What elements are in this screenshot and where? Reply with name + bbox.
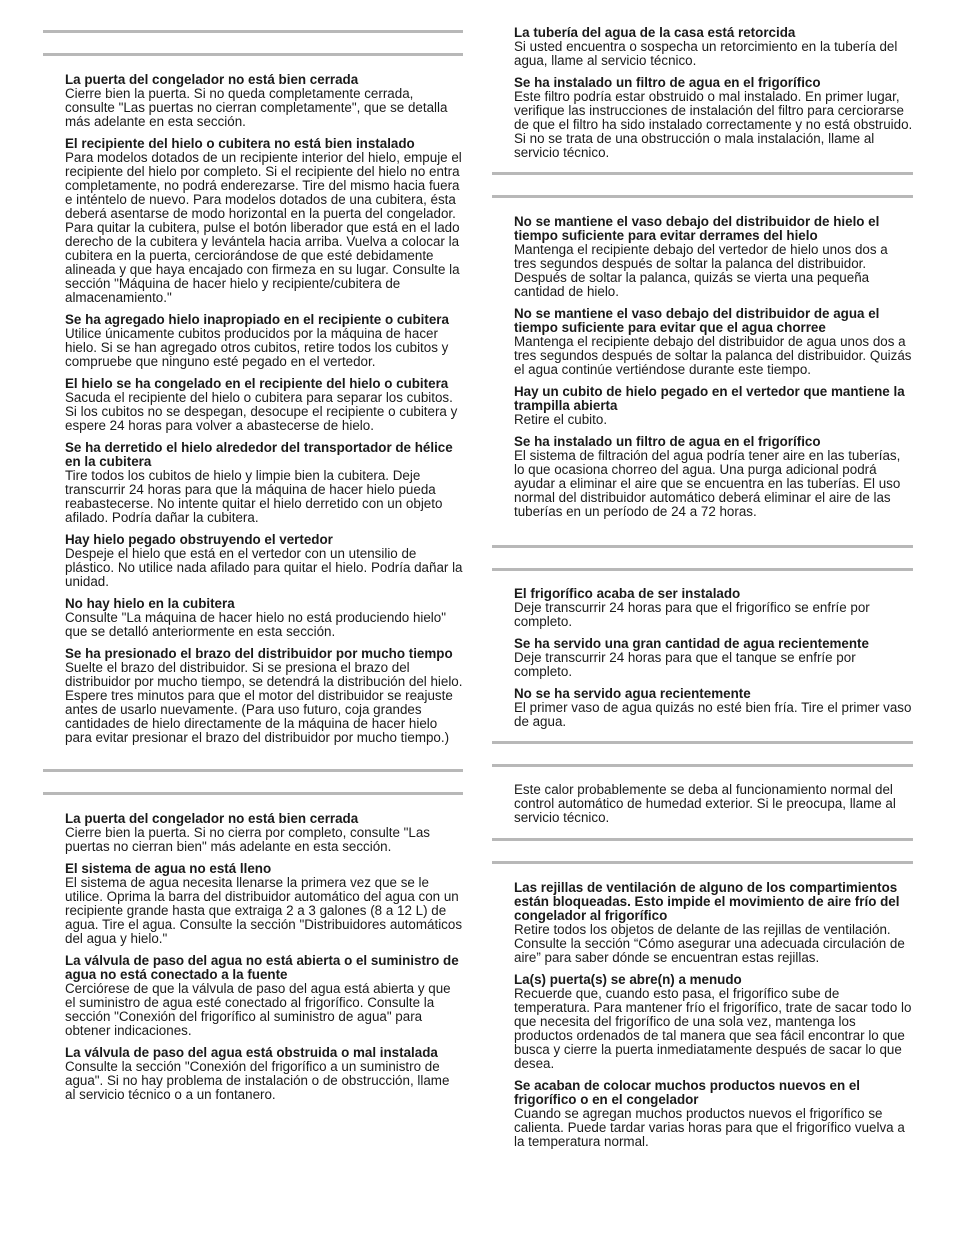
- troubleshooting-item: [514, 215, 913, 299]
- cause-heading: La puerta del congelador no está bien cerrada: [65, 72, 359, 87]
- solution-text: Cierre bien la puerta. Si no cierra por completo, consulte "Las puertas no cierran bien" más adelante en esta sección.: [65, 825, 430, 854]
- solution-text: Consulte "La máquina de hacer hielo no está produciendo hielo" que se detalló anteriormente en esta sección.: [65, 610, 446, 639]
- cause-heading: Se acaban de colocar muchos productos nuevos en el frigorífico o en el congelador: [514, 1078, 861, 1107]
- troubleshooting-item: [65, 647, 463, 745]
- troubleshooting-item: [65, 533, 463, 589]
- solution-text: Despeje el hielo que está en el vertedor con un utensilio de plástico. No utilice nada afilado para quitar el hielo. Podría dañar la unidad.: [65, 546, 463, 589]
- troubleshooting-item: [65, 597, 463, 639]
- solution-text: Cerciórese de que la válvula de paso del agua está abierta y que el suministro de agua esté conectado al frigorífico. Consulte la sección "Conexión del frigorífico al suministro de agua" para obtener indicaciones.: [65, 981, 451, 1038]
- divider: [492, 764, 913, 767]
- cause-heading: Se ha servido una gran cantidad de agua recientemente: [514, 636, 869, 651]
- troubleshooting-item: [65, 954, 463, 1038]
- troubleshooting-item: [514, 26, 913, 68]
- solution-text: Suelte el brazo del distribuidor. Si se presiona el brazo del distribuidor por mucho tiempo, se detendrá la distribución del hielo. Espere tres minutos para que el motor del distribuidor se reajuste antes de usarlo nuevamente. (Para uso futuro, coja grandes cantidades de hielo directamente de la máquina de hacer hielo para evitar presionar el brazo del distribuidor por mucho tiempo.): [65, 660, 463, 745]
- troubleshooting-item: [65, 441, 463, 525]
- solution-text: El sistema de filtración del agua podría tener aire en las tuberías, lo que ocasiona chorreo del agua. Una purga adicional podrá ayudar a eliminar el aire que se encuentra en las tuberías. El uso normal del distribuidor automático deberá eliminar el aire de las tuberías en un período de 24 a 72 horas.: [514, 448, 901, 519]
- cause-heading: Se ha instalado un filtro de agua en el frigorífico: [514, 434, 821, 449]
- cause-heading: Las rejillas de ventilación de alguno de los compartimientos están bloqueadas. Esto impide el movimiento de aire frío del congelador al frigorífico: [514, 880, 900, 923]
- cause-heading: No hay hielo en la cubitera: [65, 596, 235, 611]
- cause-heading: No se mantiene el vaso debajo del distribuidor de hielo el tiempo suficiente para evitar derrames del hielo: [514, 214, 880, 243]
- cause-heading: El sistema de agua no está lleno: [65, 861, 272, 876]
- solution-text: Deje transcurrir 24 horas para que el tanque se enfríe por completo.: [514, 650, 856, 679]
- troubleshooting-item: [65, 1046, 463, 1102]
- troubleshooting-item: [65, 377, 463, 433]
- divider: [43, 30, 463, 33]
- cause-heading: La puerta del congelador no está bien cerrada: [65, 811, 359, 826]
- solution-text: Retire el cubito.: [514, 412, 608, 427]
- section-header-band: [492, 545, 913, 571]
- solution-text: Si usted encuentra o sospecha un retorcimiento en la tubería del agua, llame al servicio técnico.: [514, 39, 898, 68]
- cause-heading: Hay hielo pegado obstruyendo el vertedor: [65, 532, 333, 547]
- divider: [492, 838, 913, 841]
- cause-heading: La tubería del agua de la casa está retorcida: [514, 25, 796, 40]
- cause-heading: El hielo se ha congelado en el recipiente del hielo o cubitera: [65, 376, 449, 391]
- section-header-band: [492, 741, 913, 767]
- divider: [43, 792, 463, 795]
- troubleshooting-item: [514, 973, 913, 1071]
- cause-heading: Se ha derretido el hielo alrededor del transportador de hélice en la cubitera: [65, 440, 453, 469]
- divider: [43, 769, 463, 772]
- troubleshooting-item: [65, 313, 463, 369]
- cause-heading: La válvula de paso del agua no está abierta o el suministro de agua no está conectado a la fuente: [65, 953, 459, 982]
- solution-text: El primer vaso de agua quizás no esté bien fría. Tire el primer vaso de agua.: [514, 700, 912, 729]
- troubleshooting-item: [514, 881, 913, 965]
- troubleshooting-item: [514, 637, 913, 679]
- troubleshooting-item: [514, 435, 913, 519]
- troubleshooting-section: [514, 881, 913, 1157]
- cause-heading: Se ha instalado un filtro de agua en el frigorífico: [514, 75, 821, 90]
- cause-heading: La válvula de paso del agua está obstruida o mal instalada: [65, 1045, 438, 1060]
- solution-text: Mantenga el recipiente debajo del distribuidor de agua unos dos a tres segundos después de soltar la palanca del distribuidor. Quizás el agua continúe vertiéndose durante este tiempo.: [514, 334, 912, 377]
- divider: [492, 195, 913, 198]
- divider: [492, 861, 913, 864]
- troubleshooting-item: [65, 73, 463, 129]
- troubleshooting-item: [514, 76, 913, 160]
- solution-text: Utilice únicamente cubitos producidos por la máquina de hacer hielo. Si se han agregado otros cubitos, retire todos los cubitos y compruebe que ninguno esté pegado en el vertedor.: [65, 326, 449, 369]
- solution-text: Mantenga el recipiente debajo del vertedor de hielo unos dos a tres segundos después de soltar la palanca del distribuidor. Después de soltar la palanca, quizás se vierta una pequeña cantidad de hielo.: [514, 242, 888, 299]
- solution-text: Retire todos los objetos de delante de las rejillas de ventilación. Consulte la sección “Cómo asegurar una adecuada circulación de aire” para saber dónde se encuentran estas rejillas.: [514, 922, 905, 965]
- section-text: Este calor probablemente se deba al funcionamiento normal del control automático de humedad exterior. Si le preocupa, llame al servicio técnico.: [514, 782, 896, 825]
- solution-text: El sistema de agua necesita llenarse la primera vez que se le utilice. Oprima la barra del distribuidor automático del agua con un recipiente grande hasta que extraiga 2 a 3 galones (8 a 12 L) de agua. Tire el agua. Consulte la sección "Distribuidores automáticos del agua y hielo.": [65, 875, 463, 946]
- troubleshooting-item: [514, 687, 913, 729]
- troubleshooting-item: [514, 587, 913, 629]
- solution-text: Este filtro podría estar obstruido o mal instalado. En primer lugar, verifique las instrucciones de instalación del filtro para cerciorarse de que el filtro ha sido instalado correctamente y no está obstruido. Si no se trata de una obstrucción o mala instalación, llame al servicio técnico.: [514, 89, 913, 160]
- cause-heading: No se mantiene el vaso debajo del distribuidor de agua el tiempo suficiente para evitar que el agua chorree: [514, 306, 880, 335]
- cause-heading: El recipiente del hielo o cubitera no está bien instalado: [65, 136, 415, 151]
- solution-text: Deje transcurrir 24 horas para que el frigorífico se enfríe por completo.: [514, 600, 870, 629]
- divider: [492, 568, 913, 571]
- troubleshooting-section: [514, 26, 913, 168]
- solution-text: Tire todos los cubitos de hielo y limpie bien la cubitera. Deje transcurrir 24 horas para que la máquina de hacer hielo pueda reabastecerse. No intente quitar el hielo derretido con un objeto afilado. Podría dañar la cubitera.: [65, 468, 443, 525]
- divider: [492, 545, 913, 548]
- troubleshooting-item: [514, 385, 913, 427]
- solution-text: Para modelos dotados de un recipiente interior del hielo, empuje el recipiente del hielo por completo. Si el recipiente del hielo no entra completamente, no podrá enderezarse. Tire del mismo hacia fuera e inténtelo de nuevo. Para modelos dotados de una cubitera, ésta deberá asentarse de modo horizontal en la puerta del congelador. Para quitar la cubitera, pulse el botón liberador que está en el lado derecho de la cubitera y levántela hacia arriba. Vuelva a colocar la cubitera en la puerta, cerciorándose de que esté debidamente alineada y que haya encajado con firmeza en su lugar. Consulte la sección "Máquina de hacer hielo y recipiente/cubitera de almacenamiento.": [65, 150, 462, 305]
- troubleshooting-section: [514, 215, 913, 527]
- divider: [492, 741, 913, 744]
- troubleshooting-item: [65, 137, 463, 305]
- solution-text: Cierre bien la puerta. Si no queda completamente cerrada, consulte "Las puertas no cierran completamente", que se detalla más adelante en esta sección.: [65, 86, 448, 129]
- solution-text: Consulte la sección "Conexión del frigorífico a un suministro de agua". Si no hay problema de instalación o de obstrucción, llame al servicio técnico o a un fontanero.: [65, 1059, 450, 1102]
- troubleshooting-item: [65, 812, 463, 854]
- section-header-band: [43, 30, 463, 56]
- solution-text: Recuerde que, cuando esto pasa, el frigorífico sube de temperatura. Para mantener frío el frigorífico, trate de sacar todo lo que necesita del frigorífico de una sola vez, mantenga los productos ordenados de tal manera que sea fácil encontrar lo que busca y cierre la puerta inmediatamente después de sacar lo que desea.: [514, 986, 912, 1071]
- cause-heading: No se ha servido agua recientemente: [514, 686, 751, 701]
- troubleshooting-section: [65, 812, 463, 1110]
- cause-heading: La(s) puerta(s) se abre(n) a menudo: [514, 972, 742, 987]
- cause-heading: Se ha agregado hielo inapropiado en el recipiente o cubitera: [65, 312, 449, 327]
- troubleshooting-item: [514, 1079, 913, 1149]
- cause-heading: El frigorífico acaba de ser instalado: [514, 586, 741, 601]
- troubleshooting-item: [65, 862, 463, 946]
- cause-heading: Hay un cubito de hielo pegado en el vertedor que mantiene la trampilla abierta: [514, 384, 905, 413]
- troubleshooting-section: [514, 783, 913, 825]
- divider: [492, 172, 913, 175]
- divider: [43, 53, 463, 56]
- cause-heading: Se ha presionado el brazo del distribuidor por mucho tiempo: [65, 646, 453, 661]
- troubleshooting-section: [65, 73, 463, 753]
- troubleshooting-section: [514, 587, 913, 737]
- section-header-band: [43, 769, 463, 795]
- section-header-band: [492, 172, 913, 198]
- solution-text: Sacuda el recipiente del hielo o cubitera para separar los cubitos. Si los cubitos no se despegan, desocupe el recipiente o cubitera y espere 24 horas para volver a abastecerse de hielo.: [65, 390, 458, 433]
- troubleshooting-item: [514, 307, 913, 377]
- solution-text: Cuando se agregan muchos productos nuevos el frigorífico se calienta. Puede tardar varias horas para que el frigorífico vuelva a la temperatura normal.: [514, 1106, 905, 1149]
- section-header-band: [492, 838, 913, 864]
